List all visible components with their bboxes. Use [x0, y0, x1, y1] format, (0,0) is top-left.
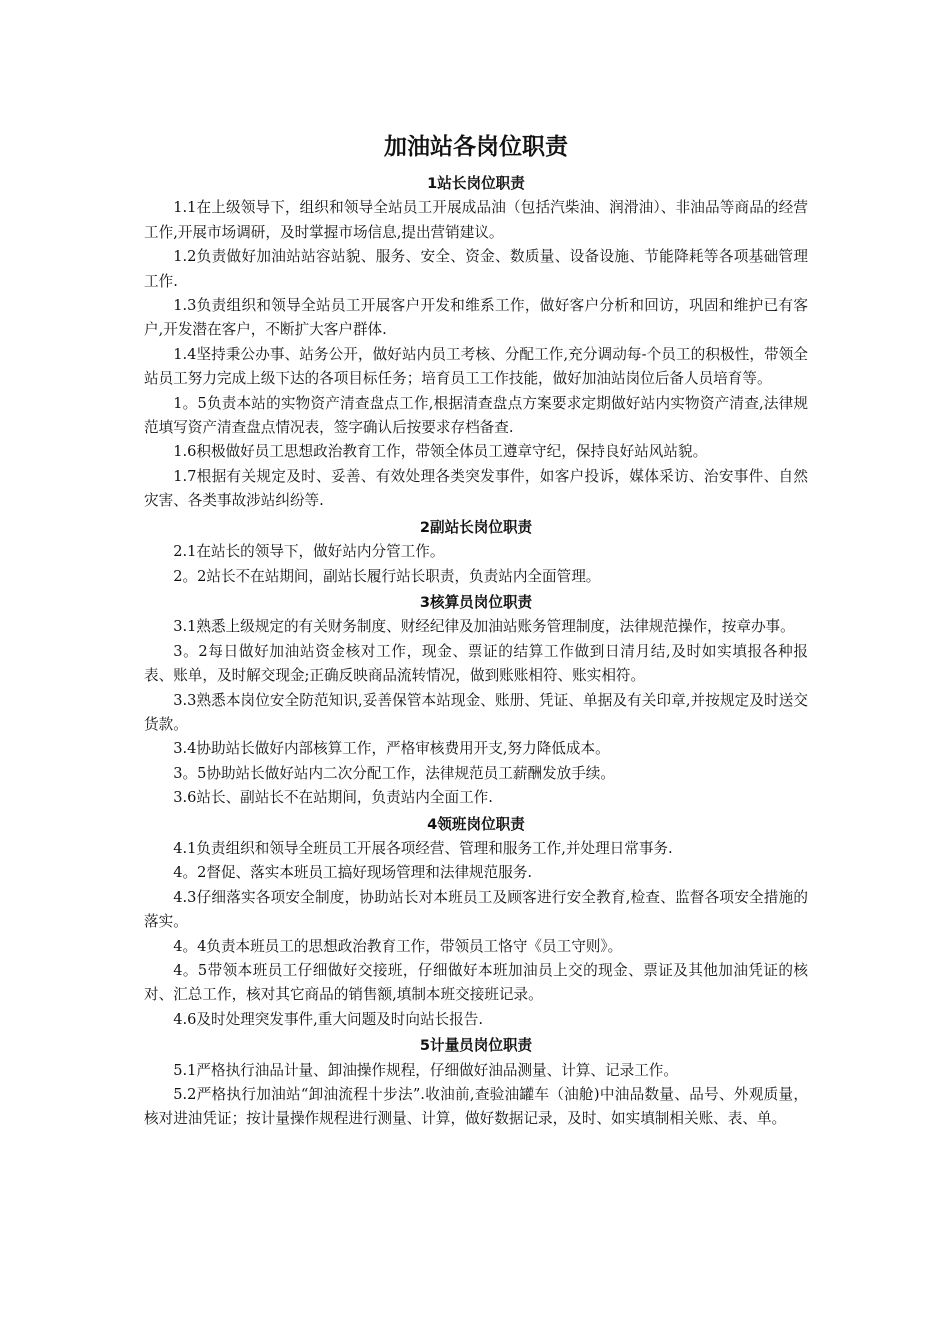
section-heading: 2副站长岗位职责: [419, 518, 533, 536]
duty-item: 3.1熟悉上级规定的有关财务制度、财经纪律及加油站账务管理制度，法律规范操作，按章办事。: [173, 618, 795, 636]
section-4: [144, 813, 808, 1033]
duty-item: 3。5协助站长做好站内二次分配工作，法律规范员工薪酬发放手续。: [173, 764, 615, 782]
section-heading: 5计量员岗位职责: [419, 1037, 533, 1055]
duty-item: 3.6站长、副站长不在站期间，负责站内全面工作.: [173, 789, 493, 807]
duty-item: 4.6及时处理突发事件,重大问题及时向站长报告.: [173, 1010, 483, 1028]
duty-item: 5.2严格执行加油站“卸油流程十步法”.收油前,查验油罐车（油舱)中油品数量、品号、外观质量，核对进油凭证；按计量操作规程进行测量、计算，做好数据记录，及时、如实填制相关账、表、单。: [144, 1086, 808, 1128]
duty-item: 1.3负责组织和领导全站员工开展客户开发和维系工作，做好客户分析和回访，巩固和维护已有客户,开发潜在客户，不断扩大客户群体.: [144, 297, 808, 339]
duty-item: 2.1在站长的领导下，做好站内分管工作。: [173, 543, 445, 561]
duty-item: 3.3熟悉本岗位安全防范知识,妥善保管本站现金、账册、凭证、单据及有关印章,并按规定及时送交货款。: [144, 691, 808, 733]
duty-item: 1.6积极做好员工思想政治教育工作，带领全体员工遵章守纪，保持良好站风站貌。: [173, 443, 708, 461]
section-1: [144, 172, 808, 514]
duty-item: 1.7根据有关规定及时、妥善、有效处理各类突发事件，如客户投诉，媒体采访、治安事件、自然灾害、各类事故涉站纠纷等.: [144, 467, 808, 510]
duty-item: 4.3仔细落实各项安全制度，协助站长对本班员工及顾客进行安全教育,检查、监督各项安全措施的落实。: [144, 888, 808, 931]
duty-item: 1。5负责本站的实物资产清查盘点工作,根据清查盘点方案要求定期做好站内实物资产清查,法律规范填写资产清查盘点情况表，签字确认后按要求存档备查.: [144, 394, 808, 437]
section-3: [144, 591, 808, 811]
duty-item: 4。2督促、落实本班员工搞好现场管理和法律规范服务.: [173, 864, 533, 882]
document-page: [144, 130, 808, 1132]
duty-item: 1.4坚持秉公办事、站务公开，做好站内员工考核、分配工作,充分调动每-个员工的积极性，带领全站员工努力完成上级下达的各项目标任务；培育员工工作技能，做好加油站岗位后备人员培育等。: [144, 345, 808, 388]
document-title: 加油站各岗位职责: [384, 134, 568, 160]
section-heading: 3核算员岗位职责: [419, 593, 533, 611]
section-heading: 4领班岗位职责: [427, 815, 525, 833]
duty-item: 4。5带领本班员工仔细做好交接班，仔细做好本班加油员上交的现金、票证及其他加油凭证的核对、汇总工作，核对其它商品的销售额,填制本班交接班记录。: [144, 962, 808, 1004]
duty-item: 3.4协助站长做好内部核算工作，严格审核费用开支,努力降低成本。: [173, 740, 610, 758]
duty-item: 5.1严格执行油品计量、卸油操作规程，仔细做好油品测量、计算、记录工作。: [173, 1061, 678, 1079]
duty-item: 1.1在上级领导下，组织和领导全站员工开展成品油（包括汽柴油、润滑油）、非油品等商品的经营工作,开展市场调研，及时掌握市场信息,提出营销建议。: [144, 199, 808, 241]
section-2: [144, 516, 808, 589]
duty-item: 3。2每日做好加油站资金核对工作，现金、票证的结算工作做到日清月结,及时如实填报各种报表、账单，及时解交现金;正确反映商品流转情况，做到账账相符、账实相符。: [144, 642, 808, 685]
section-heading: 1站长岗位职责: [427, 175, 525, 192]
duty-item: 1.2负责做好加油站站容站貌、服务、安全、资金、数质量、设备设施、节能降耗等各项基础管理工作.: [144, 248, 808, 290]
duty-item: 2。2站长不在站期间，副站长履行站长职责，负责站内全面管理。: [173, 567, 601, 585]
duty-item: 4。4负责本班员工的思想政治教育工作，带领员工恪守《员工守则》。: [173, 937, 623, 955]
section-5: [144, 1034, 808, 1132]
duty-item: 4.1负责组织和领导全班员工开展各项经营、管理和服务工作,并处理日常事务.: [173, 839, 673, 857]
